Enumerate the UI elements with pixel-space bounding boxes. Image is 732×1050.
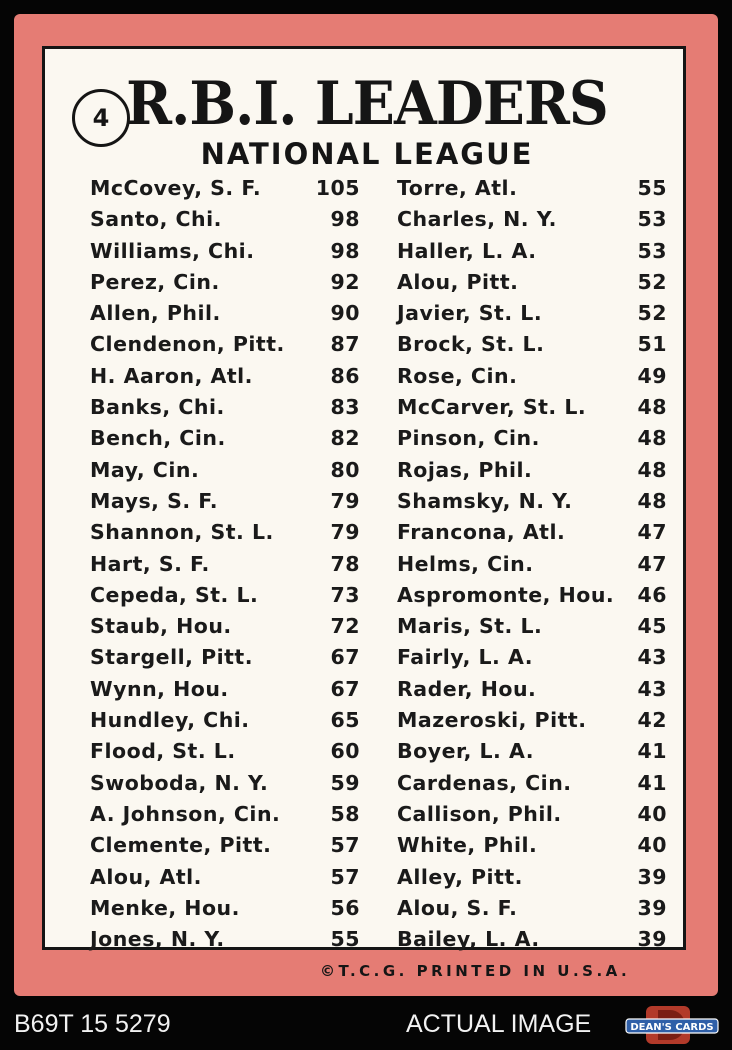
player-name: Mazeroski, Pitt. <box>397 708 587 733</box>
player-name: Aspromonte, Hou. <box>397 582 615 607</box>
player-name: Mays, S. F. <box>90 488 219 513</box>
card-number: 4 <box>92 104 110 132</box>
rbi-value: 52 <box>637 301 667 326</box>
rbi-value: 87 <box>330 332 360 357</box>
card-back <box>14 14 718 996</box>
rbi-value: 48 <box>637 426 667 451</box>
player-name: Hart, S. F. <box>90 551 210 576</box>
player-name: White, Phil. <box>397 833 538 858</box>
card-subtitle: NATIONAL LEAGUE <box>200 137 534 171</box>
player-name: Alley, Pitt. <box>397 864 523 889</box>
leader-row <box>90 736 360 767</box>
player-name: Rojas, Phil. <box>397 457 533 482</box>
leader-row <box>90 768 360 799</box>
rbi-value: 72 <box>330 614 360 639</box>
rbi-value: 47 <box>637 520 667 545</box>
rbi-value: 53 <box>637 207 667 232</box>
rbi-value: 49 <box>637 363 667 388</box>
player-name: Shamsky, N. Y. <box>397 488 573 513</box>
player-name: Helms, Cin. <box>397 551 534 576</box>
rbi-value: 39 <box>637 864 667 889</box>
leader-row <box>90 455 360 486</box>
leader-row <box>397 423 667 454</box>
player-name: Fairly, L. A. <box>397 645 534 670</box>
rbi-value: 67 <box>330 645 360 670</box>
player-name: Allen, Phil. <box>90 301 221 326</box>
player-name: Hundley, Chi. <box>90 708 250 733</box>
player-name: Cepeda, St. L. <box>90 582 259 607</box>
player-name: McCovey, S. F. <box>90 176 262 200</box>
leader-row <box>90 549 360 580</box>
player-name: Haller, L. A. <box>397 238 537 263</box>
leader-row <box>397 236 667 267</box>
rbi-value: 98 <box>330 238 360 263</box>
actual-image-label: ACTUAL IMAGE <box>406 1010 592 1038</box>
rbi-value: 82 <box>330 426 360 451</box>
leader-row <box>90 517 360 548</box>
rbi-value: 105 <box>315 176 360 200</box>
rbi-value: 56 <box>330 895 360 920</box>
player-name: Bench, Cin. <box>90 426 226 451</box>
rbi-value: 48 <box>637 395 667 420</box>
player-name: Javier, St. L. <box>397 301 543 326</box>
right-leaders-column <box>397 173 667 955</box>
player-name: Torre, Atl. <box>397 176 518 200</box>
rbi-value: 98 <box>330 207 360 232</box>
player-name: Bailey, L. A. <box>397 927 540 952</box>
rbi-value: 40 <box>637 833 667 858</box>
leader-row <box>397 517 667 548</box>
leader-row <box>90 329 360 360</box>
rbi-value: 79 <box>330 520 360 545</box>
rbi-value: 58 <box>330 801 360 826</box>
player-name: Perez, Cin. <box>90 269 220 294</box>
player-name: Brock, St. L. <box>397 332 545 357</box>
player-name: Banks, Chi. <box>90 395 225 420</box>
rbi-value: 86 <box>330 363 360 388</box>
rbi-value: 48 <box>637 488 667 513</box>
player-name: Rader, Hou. <box>397 676 537 701</box>
rbi-value: 90 <box>330 301 360 326</box>
player-name: Swoboda, N. Y. <box>90 770 269 795</box>
player-name: Santo, Chi. <box>90 207 222 232</box>
player-name: Alou, Atl. <box>90 864 202 889</box>
player-name: Staub, Hou. <box>90 614 232 639</box>
leader-row <box>90 924 360 955</box>
player-name: Clemente, Pitt. <box>90 833 272 858</box>
card-panel <box>42 46 686 950</box>
leader-row <box>90 799 360 830</box>
rbi-value: 78 <box>330 551 360 576</box>
player-name: Shannon, St. L. <box>90 520 274 545</box>
leader-row <box>397 611 667 642</box>
rbi-value: 57 <box>330 833 360 858</box>
leader-row <box>90 830 360 861</box>
deans-cards-logo <box>624 1004 720 1046</box>
leader-row <box>90 580 360 611</box>
leader-row <box>397 893 667 924</box>
leader-row <box>90 392 360 423</box>
leader-row <box>397 361 667 392</box>
rbi-value: 40 <box>637 801 667 826</box>
leader-row <box>397 329 667 360</box>
leader-row <box>90 236 360 267</box>
player-name: Rose, Cin. <box>397 363 518 388</box>
leader-row <box>90 705 360 736</box>
rbi-value: 83 <box>330 395 360 420</box>
leader-row <box>397 768 667 799</box>
rbi-value: 52 <box>637 269 667 294</box>
leader-row <box>397 862 667 893</box>
player-name: Clendenon, Pitt. <box>90 332 285 357</box>
leader-row <box>397 924 667 955</box>
player-name: Jones, N. Y. <box>90 927 225 952</box>
leader-row <box>90 361 360 392</box>
rbi-value: 47 <box>637 551 667 576</box>
rbi-value: 45 <box>637 614 667 639</box>
rbi-value: 48 <box>637 457 667 482</box>
leader-row <box>397 799 667 830</box>
rbi-value: 92 <box>330 269 360 294</box>
rbi-value: 39 <box>637 895 667 920</box>
player-name: Williams, Chi. <box>90 238 255 263</box>
leader-row <box>90 204 360 235</box>
leader-row <box>90 173 360 204</box>
player-name: Wynn, Hou. <box>90 676 229 701</box>
leader-row <box>90 486 360 517</box>
player-name: Maris, St. L. <box>397 614 543 639</box>
rbi-value: 39 <box>637 927 667 952</box>
player-name: Cardenas, Cin. <box>397 770 572 795</box>
leader-row <box>90 267 360 298</box>
leader-row <box>397 392 667 423</box>
leader-row <box>397 455 667 486</box>
inventory-id: B69T 15 5279 <box>14 1010 171 1038</box>
copyright-footer: ©T.C.G. PRINTED IN U.S.A. <box>320 962 631 980</box>
leader-row <box>90 893 360 924</box>
leader-row <box>397 298 667 329</box>
leader-row <box>397 705 667 736</box>
player-name: Stargell, Pitt. <box>90 645 254 670</box>
leader-row <box>397 642 667 673</box>
rbi-value: 55 <box>330 927 360 952</box>
player-name: Alou, S. F. <box>397 895 518 920</box>
leader-row <box>397 173 667 204</box>
rbi-value: 79 <box>330 488 360 513</box>
rbi-value: 41 <box>637 770 667 795</box>
rbi-value: 43 <box>637 676 667 701</box>
rbi-value: 57 <box>330 864 360 889</box>
player-name: McCarver, St. L. <box>397 395 587 420</box>
leader-row <box>397 204 667 235</box>
leader-row <box>397 267 667 298</box>
player-name: H. Aaron, Atl. <box>90 363 253 388</box>
leader-row <box>90 642 360 673</box>
card-title: R.B.I. LEADERS <box>126 69 608 139</box>
leader-row <box>90 611 360 642</box>
left-leaders-column <box>90 173 360 955</box>
player-name: Boyer, L. A. <box>397 739 535 764</box>
rbi-value: 53 <box>637 238 667 263</box>
player-name: Alou, Pitt. <box>397 269 519 294</box>
rbi-value: 60 <box>330 739 360 764</box>
rbi-value: 51 <box>637 332 667 357</box>
player-name: Francona, Atl. <box>397 520 566 545</box>
player-name: Flood, St. L. <box>90 739 236 764</box>
leader-row <box>397 736 667 767</box>
rbi-value: 65 <box>330 708 360 733</box>
leader-row <box>90 674 360 705</box>
rbi-value: 43 <box>637 645 667 670</box>
leader-row <box>90 862 360 893</box>
leader-row <box>90 423 360 454</box>
leader-row <box>397 674 667 705</box>
leader-row <box>397 549 667 580</box>
rbi-value: 41 <box>637 739 667 764</box>
leader-row <box>90 298 360 329</box>
rbi-value: 42 <box>637 708 667 733</box>
leader-row <box>397 486 667 517</box>
rbi-value: 59 <box>330 770 360 795</box>
player-name: Charles, N. Y. <box>397 207 557 232</box>
rbi-value: 55 <box>637 176 667 200</box>
leader-row <box>397 830 667 861</box>
logo-text: DEAN'S CARDS <box>630 1022 714 1033</box>
player-name: A. Johnson, Cin. <box>90 801 281 826</box>
player-name: Callison, Phil. <box>397 801 562 826</box>
rbi-value: 46 <box>637 582 667 607</box>
player-name: Pinson, Cin. <box>397 426 540 451</box>
leader-row <box>397 580 667 611</box>
rbi-value: 80 <box>330 457 360 482</box>
player-name: May, Cin. <box>90 457 200 482</box>
rbi-value: 67 <box>330 676 360 701</box>
rbi-value: 73 <box>330 582 360 607</box>
player-name: Menke, Hou. <box>90 895 240 920</box>
